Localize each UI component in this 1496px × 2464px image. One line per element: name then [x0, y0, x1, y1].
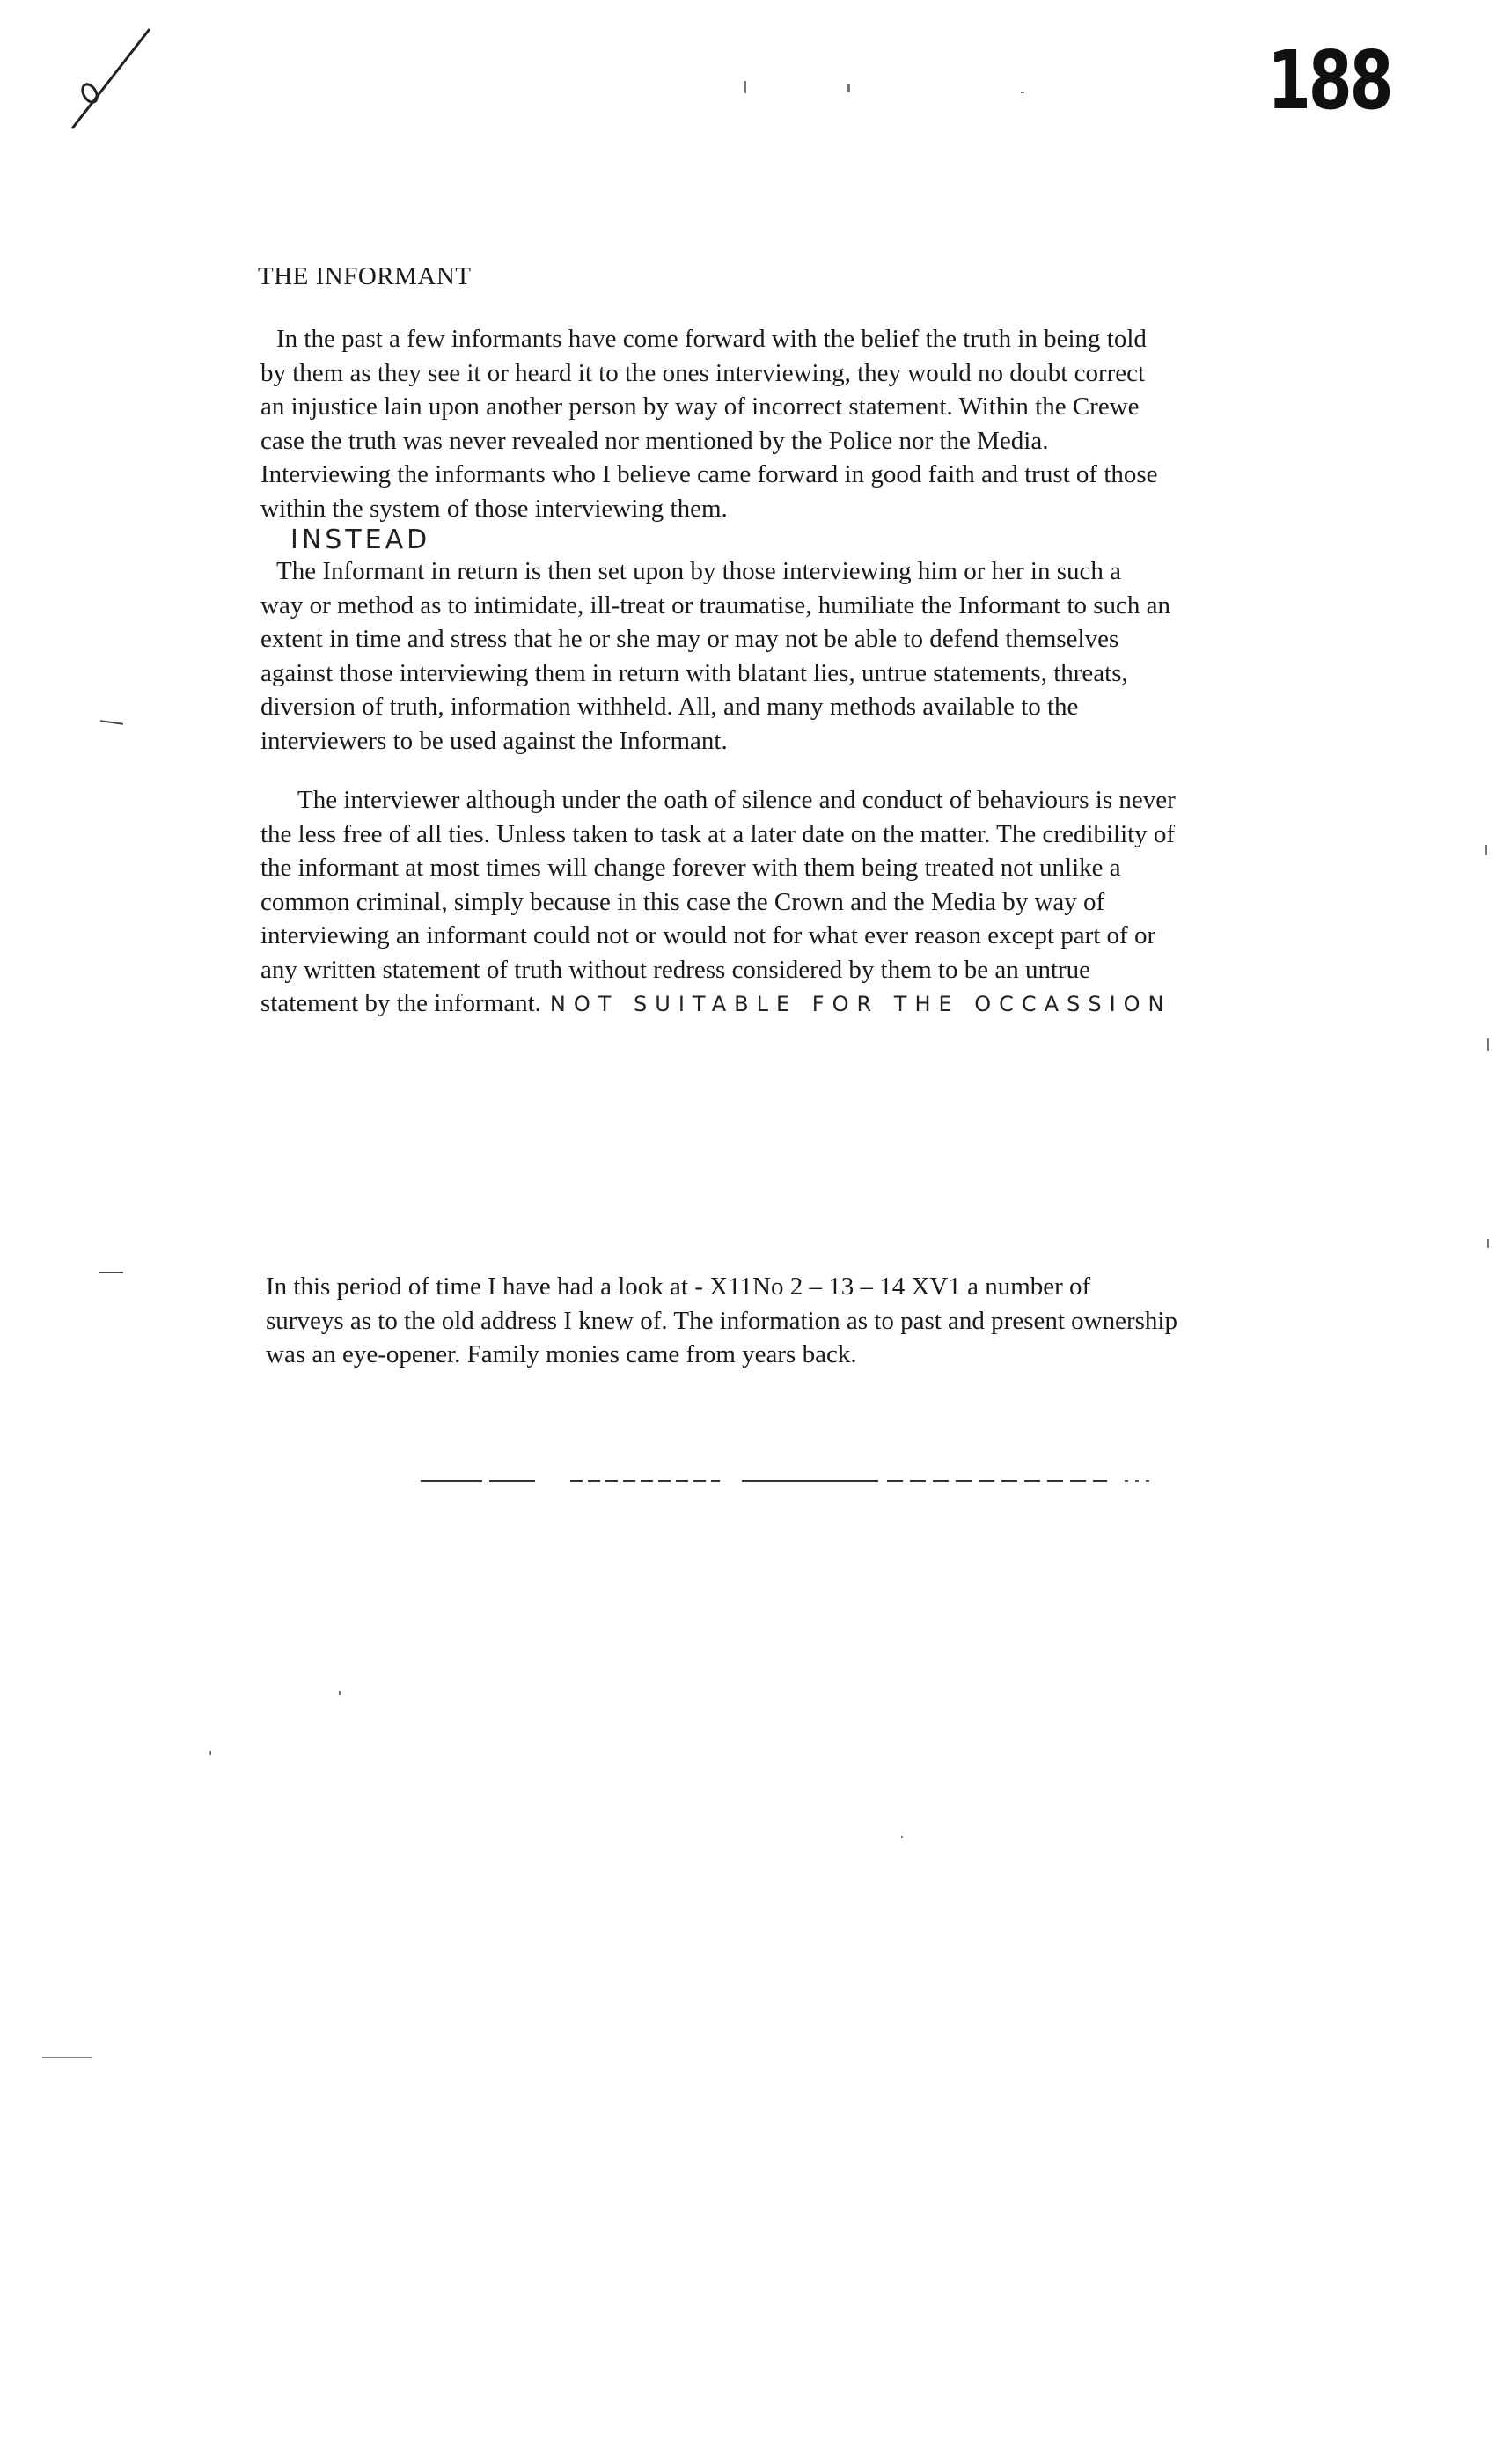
- text-line: the informant at most times will change forever with them being treated not unlike a: [260, 854, 1121, 882]
- page-number: 188: [1267, 33, 1391, 128]
- text-line: The Informant in return is then set upon by those interviewing him or her in such a: [276, 557, 1122, 585]
- text-line: diversion of truth, information withheld. All, and many methods available to the: [260, 693, 1079, 721]
- text-line: interviewing an informant could not or would not for what ever reason except part of or: [260, 921, 1156, 950]
- text-line: by them as they see it or heard it to the ones interviewing, they would no doubt correct: [260, 358, 1146, 387]
- text-line: The interviewer although under the oath of silence and conduct of behaviours is never: [297, 786, 1176, 814]
- margin-mark: [99, 1272, 123, 1273]
- scan-speck: [847, 84, 850, 92]
- paragraph-3: [260, 783, 1176, 1022]
- paragraph-2: [260, 554, 1170, 758]
- text-line: Interviewing the informants who I believe came forward in good faith and trust of those: [260, 460, 1158, 488]
- handwritten-instead: INSTEAD: [290, 524, 431, 555]
- margin-mark: [100, 720, 123, 725]
- scan-speck: [744, 81, 746, 93]
- scan-speck: [209, 1751, 211, 1755]
- text-line: statement by the informant.: [260, 989, 541, 1017]
- text-line: an injustice lain upon another person by way of incorrect statement. Within the Crewe: [260, 392, 1140, 421]
- text-line: any written statement of truth without redress considered by them to be an untrue: [260, 955, 1091, 984]
- text-line: interviewers to be used against the Informant.: [260, 726, 728, 755]
- text-line: In the past a few informants have come forward with the belief the truth in being told: [276, 325, 1147, 353]
- text-line: within the system of those interviewing them.: [260, 494, 728, 523]
- scan-speck: [1021, 92, 1024, 93]
- text-line: In this period of time I have had a look at - X11No 2 – 13 – 14 XV1 a number of: [266, 1272, 1091, 1301]
- text-line: was an eye-opener. Family monies came from years back.: [266, 1340, 857, 1368]
- corner-slash-mark: [62, 25, 158, 143]
- text-line: surveys as to the old address I knew of. The information as to past and present ownership: [266, 1306, 1177, 1335]
- text-line: common criminal, simply because in this case the Crown and the Media by way of: [260, 887, 1105, 916]
- handwritten-not-suitable: NOT SUITABLE FOR THE OCCASSION: [549, 992, 1172, 1016]
- paragraph-4: [266, 1270, 1177, 1372]
- text-line: case the truth was never revealed nor mentioned by the Police nor the Media.: [260, 426, 1049, 455]
- text-line: extent in time and stress that he or she may or may not be able to defend themselves: [260, 625, 1119, 653]
- scan-speck: [1487, 1239, 1489, 1248]
- text-line: against those interviewing them in return with blatant lies, untrue statements, threats,: [260, 658, 1128, 687]
- scan-speck: [339, 1691, 341, 1695]
- document-heading: THE INFORMANT: [258, 262, 472, 290]
- scan-speck: [1487, 1038, 1489, 1051]
- dashed-scan-line: [421, 1472, 1151, 1476]
- margin-mark: [42, 2057, 92, 2058]
- scan-speck: [901, 1836, 903, 1838]
- paragraph-1: [260, 322, 1158, 525]
- text-line: way or method as to intimidate, ill-treat or traumatise, humiliate the Informant to such an: [260, 590, 1171, 620]
- text-line: the less free of all ties. Unless taken to task at a later date on the matter. The credibility of: [260, 819, 1176, 848]
- text-line-with-annotation: [260, 986, 1176, 1022]
- scan-speck: [1485, 845, 1487, 855]
